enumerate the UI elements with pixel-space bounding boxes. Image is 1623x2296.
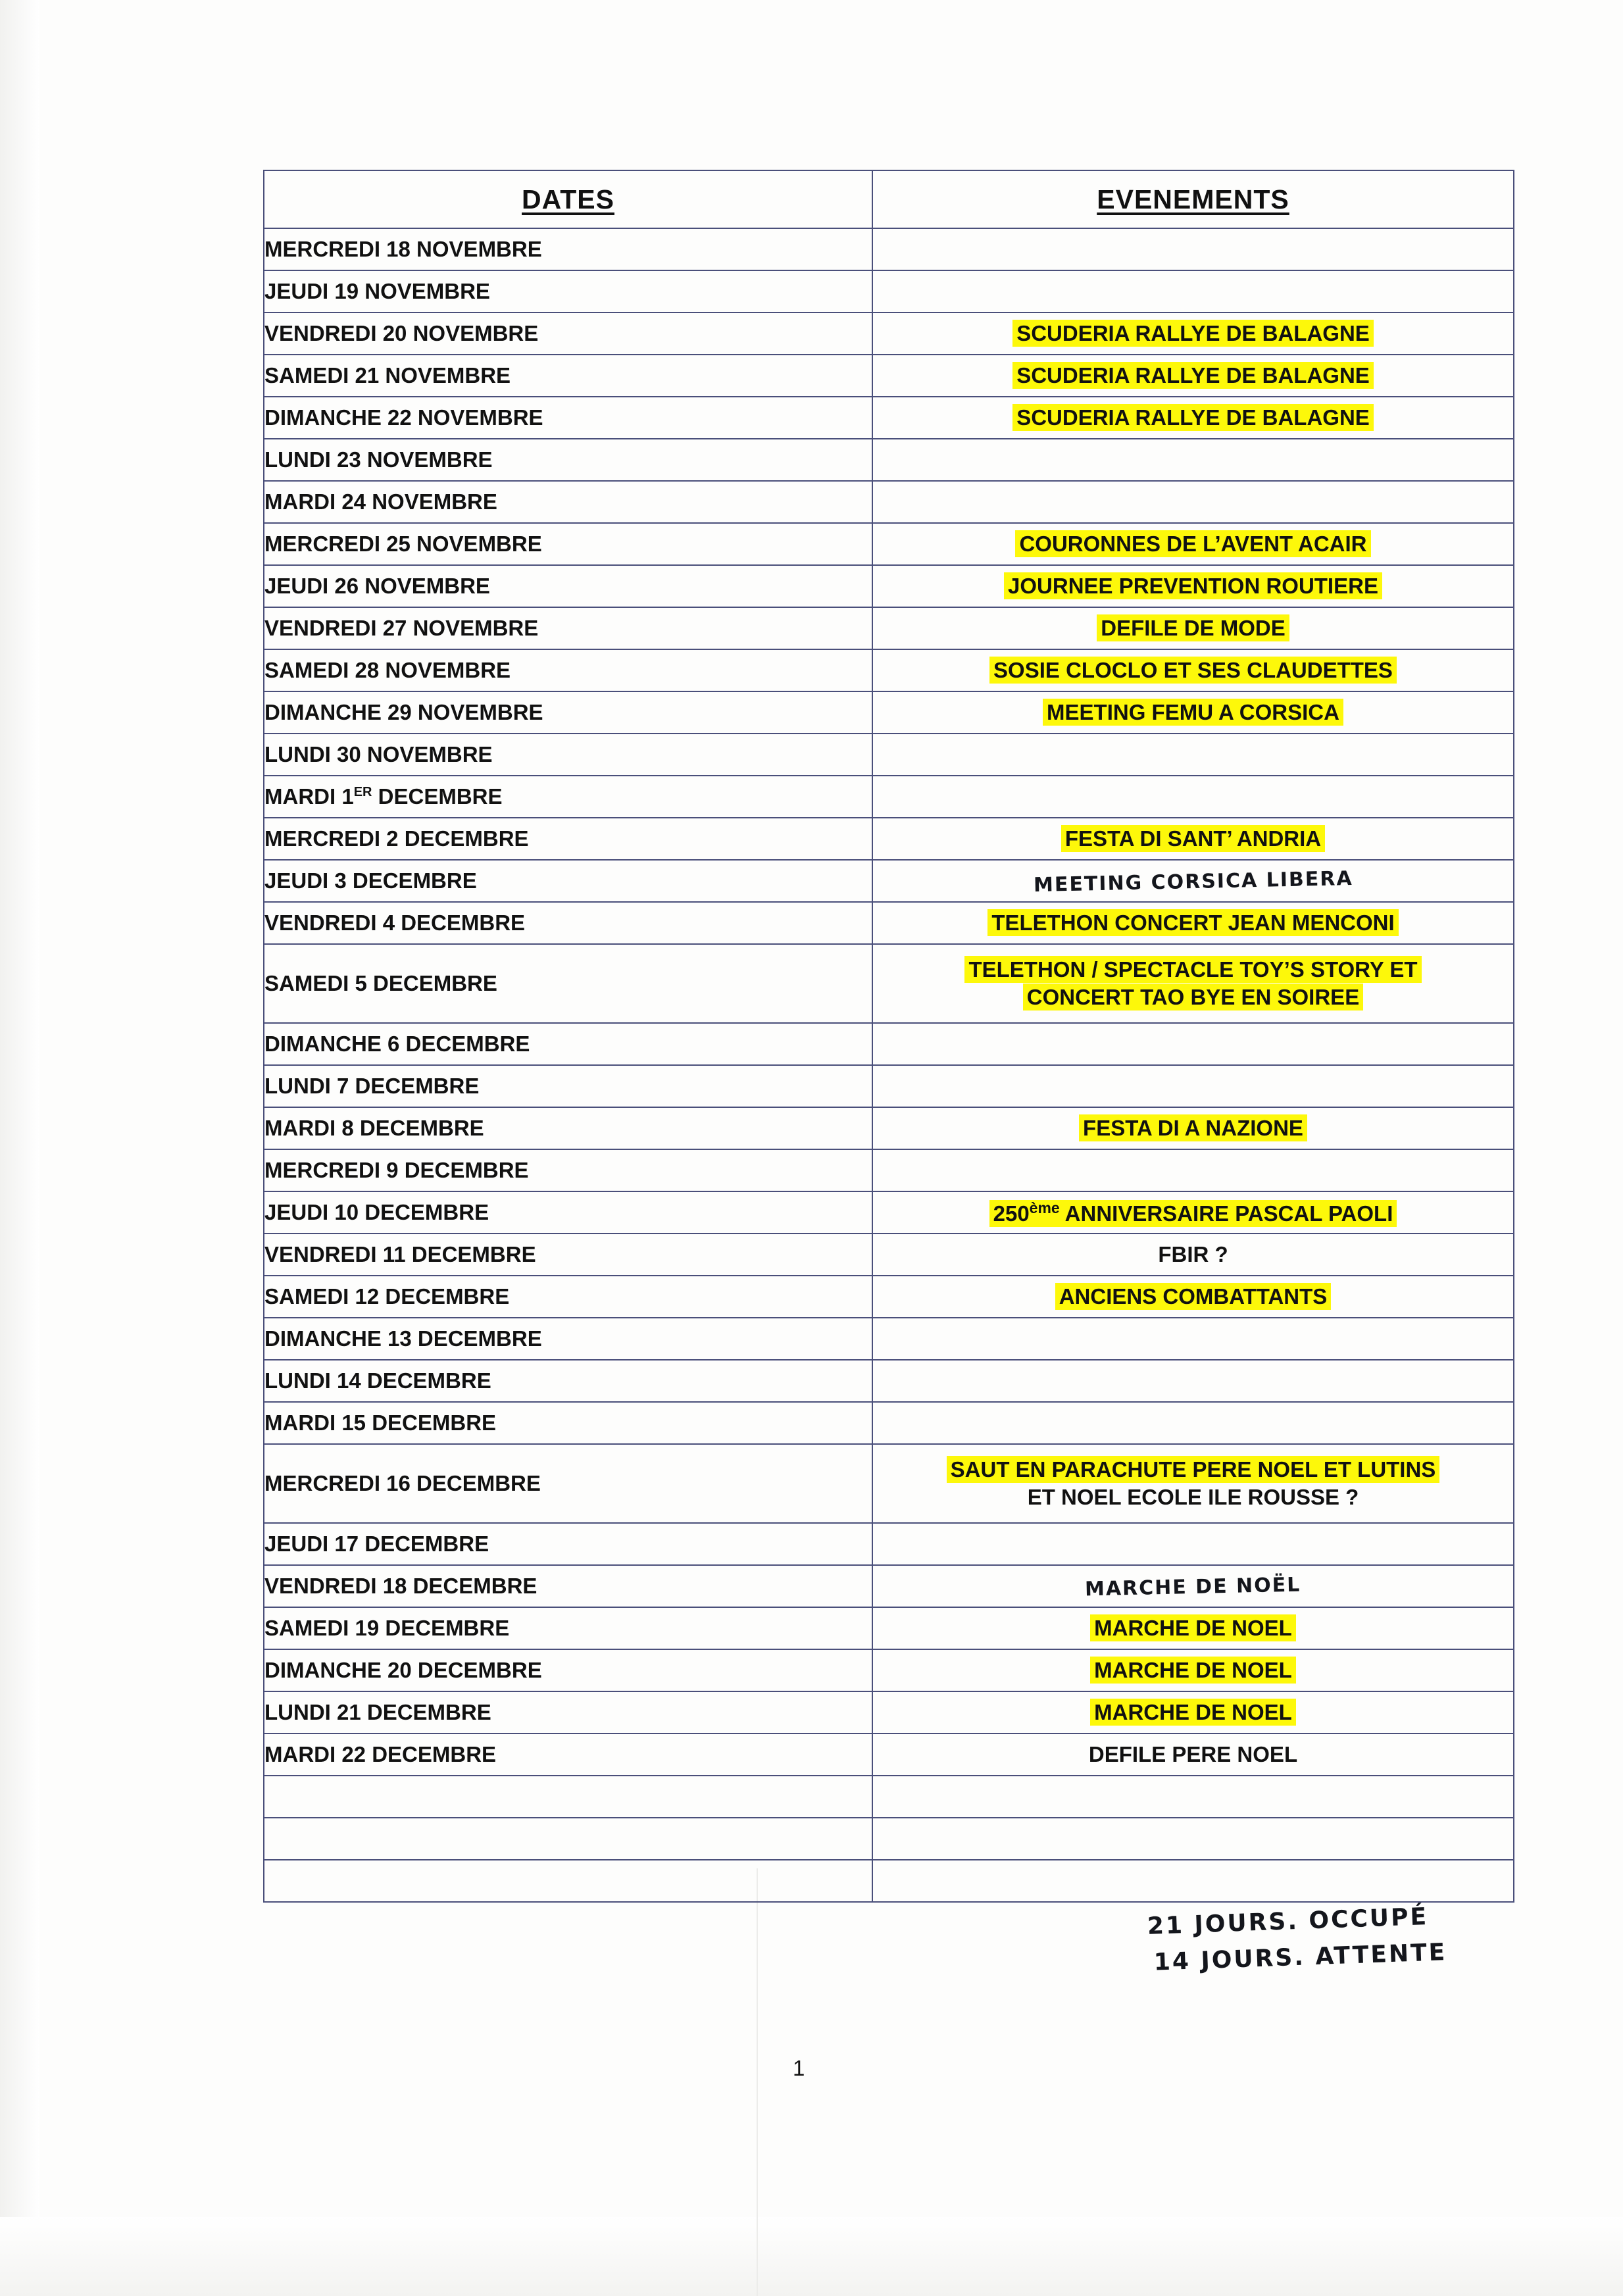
table-row: [264, 1444, 1514, 1523]
date-cell: MERCREDI 25 NOVEMBRE: [264, 523, 872, 565]
date-cell: LUNDI 21 DECEMBRE: [264, 1691, 872, 1734]
date-cell: VENDREDI 11 DECEMBRE: [264, 1234, 872, 1276]
event-cell: [872, 1402, 1514, 1444]
event-text: FESTA DI A NAZIONE: [1079, 1114, 1307, 1141]
event-cell: [872, 1149, 1514, 1191]
table-row: [264, 607, 1514, 649]
date-cell: LUNDI 14 DECEMBRE: [264, 1360, 872, 1402]
table-row: [264, 1276, 1514, 1318]
event-cell: [872, 228, 1514, 270]
table-row: [264, 734, 1514, 776]
table-row: [264, 481, 1514, 523]
date-cell: MERCREDI 18 NOVEMBRE: [264, 228, 872, 270]
date-cell: SAMEDI 5 DECEMBRE: [264, 944, 872, 1023]
event-cell: [872, 1734, 1514, 1776]
table-row: [264, 355, 1514, 397]
event-cell: [872, 1523, 1514, 1565]
event-cell: [872, 649, 1514, 691]
event-cell: [872, 776, 1514, 818]
table-row: [264, 1860, 1514, 1902]
table-row: [264, 1360, 1514, 1402]
event-text: COURONNES DE L’AVENT ACAIR: [1015, 530, 1370, 557]
date-cell: JEUDI 3 DECEMBRE: [264, 860, 872, 902]
event-cell: [872, 1234, 1514, 1276]
date-cell: DIMANCHE 22 NOVEMBRE: [264, 397, 872, 439]
event-cell: [872, 607, 1514, 649]
event-text: 250ème ANNIVERSAIRE PASCAL PAOLI: [989, 1200, 1397, 1227]
event-cell: [872, 1691, 1514, 1734]
schedule-table-body: [264, 228, 1514, 1902]
date-cell: DIMANCHE 13 DECEMBRE: [264, 1318, 872, 1360]
date-cell: MERCREDI 16 DECEMBRE: [264, 1444, 872, 1523]
event-cell: [872, 818, 1514, 860]
scan-edge-left: [0, 0, 39, 2296]
event-cell: [872, 1818, 1514, 1860]
page-number: 1: [793, 2056, 805, 2080]
date-cell: SAMEDI 28 NOVEMBRE: [264, 649, 872, 691]
table-row: [264, 1565, 1514, 1607]
date-cell: SAMEDI 12 DECEMBRE: [264, 1276, 872, 1318]
date-cell: LUNDI 23 NOVEMBRE: [264, 439, 872, 481]
column-header-dates-label: DATES: [522, 184, 614, 214]
date-cell: VENDREDI 27 NOVEMBRE: [264, 607, 872, 649]
table-row: [264, 818, 1514, 860]
event-cell: [872, 902, 1514, 944]
event-cell: [872, 481, 1514, 523]
event-text: FBIR ?: [1158, 1242, 1228, 1266]
table-row: [264, 1818, 1514, 1860]
event-cell: [872, 1565, 1514, 1607]
table-row: [264, 1691, 1514, 1734]
event-text: MARCHE DE NOEL: [1090, 1614, 1296, 1641]
table-row: [264, 1065, 1514, 1107]
date-cell: DIMANCHE 20 DECEMBRE: [264, 1649, 872, 1691]
table-row: [264, 397, 1514, 439]
event-cell: [872, 1860, 1514, 1902]
date-cell: SAMEDI 19 DECEMBRE: [264, 1607, 872, 1649]
event-text: TELETHON / SPECTACLE TOY’S STORY ET: [964, 956, 1421, 983]
scan-edge-bottom: [0, 2217, 1623, 2296]
date-cell: MARDI 24 NOVEMBRE: [264, 481, 872, 523]
table-row: [264, 1149, 1514, 1191]
table-row: [264, 944, 1514, 1023]
event-cell: [872, 1276, 1514, 1318]
date-cell: LUNDI 7 DECEMBRE: [264, 1065, 872, 1107]
date-cell: JEUDI 17 DECEMBRE: [264, 1523, 872, 1565]
date-cell: JEUDI 26 NOVEMBRE: [264, 565, 872, 607]
event-cell: [872, 860, 1514, 902]
event-cell: [872, 1107, 1514, 1149]
event-cell: [872, 397, 1514, 439]
table-row: [264, 228, 1514, 270]
event-cell: [872, 1776, 1514, 1818]
handwritten-event-text: MEETING CORSICA LIBERA: [1033, 866, 1353, 897]
event-text: JOURNEE PREVENTION ROUTIERE: [1004, 572, 1382, 599]
handwritten-event-text: MARCHE DE NOËL: [1085, 1573, 1301, 1601]
table-row: [264, 523, 1514, 565]
date-cell: DIMANCHE 29 NOVEMBRE: [264, 691, 872, 734]
table-row: [264, 860, 1514, 902]
table-row: [264, 1107, 1514, 1149]
event-cell: [872, 1360, 1514, 1402]
event-cell: [872, 1191, 1514, 1234]
column-header-events: [872, 170, 1514, 228]
date-cell: [264, 1818, 872, 1860]
event-text: FESTA DI SANT’ ANDRIA: [1061, 825, 1325, 852]
table-row: [264, 1649, 1514, 1691]
handwritten-note-line-2: 14 JOURS. ATTENTE: [1153, 1939, 1447, 1976]
table-row: [264, 1607, 1514, 1649]
paper-fold-line: [757, 1868, 758, 2296]
event-cell: [872, 1318, 1514, 1360]
table-row: [264, 312, 1514, 355]
table-row: [264, 1402, 1514, 1444]
date-cell: VENDREDI 20 NOVEMBRE: [264, 312, 872, 355]
table-row: [264, 565, 1514, 607]
date-cell: MARDI 1ER DECEMBRE: [264, 776, 872, 818]
event-cell: [872, 734, 1514, 776]
table-row: [264, 1318, 1514, 1360]
event-text: MARCHE DE NOEL: [1090, 1699, 1296, 1726]
event-text-line2: ET NOEL ECOLE ILE ROUSSE ?: [1027, 1485, 1359, 1509]
event-cell: [872, 1065, 1514, 1107]
date-cell: MARDI 8 DECEMBRE: [264, 1107, 872, 1149]
table-row: [264, 649, 1514, 691]
date-cell: MERCREDI 2 DECEMBRE: [264, 818, 872, 860]
event-text: SCUDERIA RALLYE DE BALAGNE: [1012, 320, 1374, 347]
event-text: SCUDERIA RALLYE DE BALAGNE: [1012, 404, 1374, 431]
table-row: [264, 776, 1514, 818]
table-row: [264, 270, 1514, 312]
date-cell: SAMEDI 21 NOVEMBRE: [264, 355, 872, 397]
event-cell: [872, 691, 1514, 734]
event-cell: [872, 1444, 1514, 1523]
event-cell: [872, 523, 1514, 565]
table-row: [264, 1234, 1514, 1276]
table-row: [264, 1191, 1514, 1234]
date-cell: [264, 1860, 872, 1902]
event-text: MARCHE DE NOEL: [1090, 1657, 1296, 1684]
table-header-row: [264, 170, 1514, 228]
date-cell: VENDREDI 18 DECEMBRE: [264, 1565, 872, 1607]
event-text: DEFILE PERE NOEL: [1088, 1742, 1298, 1766]
table-row: [264, 439, 1514, 481]
event-text: ANCIENS COMBATTANTS: [1055, 1283, 1332, 1310]
date-cell: JEUDI 19 NOVEMBRE: [264, 270, 872, 312]
event-cell: [872, 944, 1514, 1023]
date-cell: VENDREDI 4 DECEMBRE: [264, 902, 872, 944]
column-header-events-label: EVENEMENTS: [1097, 184, 1289, 214]
event-cell: [872, 1023, 1514, 1065]
handwritten-summary-note: [1147, 1903, 1447, 1985]
date-cell: JEUDI 10 DECEMBRE: [264, 1191, 872, 1234]
event-text: MEETING FEMU A CORSICA: [1043, 699, 1343, 726]
date-cell: MERCREDI 9 DECEMBRE: [264, 1149, 872, 1191]
table-row: [264, 902, 1514, 944]
event-cell: [872, 565, 1514, 607]
schedule-table: [263, 170, 1514, 1903]
event-cell: [872, 355, 1514, 397]
event-cell: [872, 1607, 1514, 1649]
event-text: TELETHON CONCERT JEAN MENCONI: [987, 909, 1398, 936]
handwritten-note-line-1: 21 JOURS. OCCUPÉ: [1147, 1903, 1429, 1940]
column-header-dates: [264, 170, 872, 228]
event-cell: [872, 270, 1514, 312]
event-text: SOSIE CLOCLO ET SES CLAUDETTES: [989, 657, 1397, 684]
date-cell: [264, 1776, 872, 1818]
date-cell: MARDI 15 DECEMBRE: [264, 1402, 872, 1444]
table-row: [264, 1776, 1514, 1818]
table-row: [264, 1523, 1514, 1565]
date-cell: MARDI 22 DECEMBRE: [264, 1734, 872, 1776]
schedule-table-wrapper: [263, 170, 1513, 1903]
date-cell: DIMANCHE 6 DECEMBRE: [264, 1023, 872, 1065]
table-row: [264, 1023, 1514, 1065]
event-text: SAUT EN PARACHUTE PERE NOEL ET LUTINS: [947, 1456, 1440, 1483]
event-cell: [872, 312, 1514, 355]
event-cell: [872, 1649, 1514, 1691]
table-row: [264, 691, 1514, 734]
date-cell: LUNDI 30 NOVEMBRE: [264, 734, 872, 776]
event-cell: [872, 439, 1514, 481]
event-text-line2: CONCERT TAO BYE EN SOIREE: [1023, 984, 1363, 1011]
event-text: DEFILE DE MODE: [1097, 614, 1289, 641]
event-text: SCUDERIA RALLYE DE BALAGNE: [1012, 362, 1374, 389]
table-row: [264, 1734, 1514, 1776]
